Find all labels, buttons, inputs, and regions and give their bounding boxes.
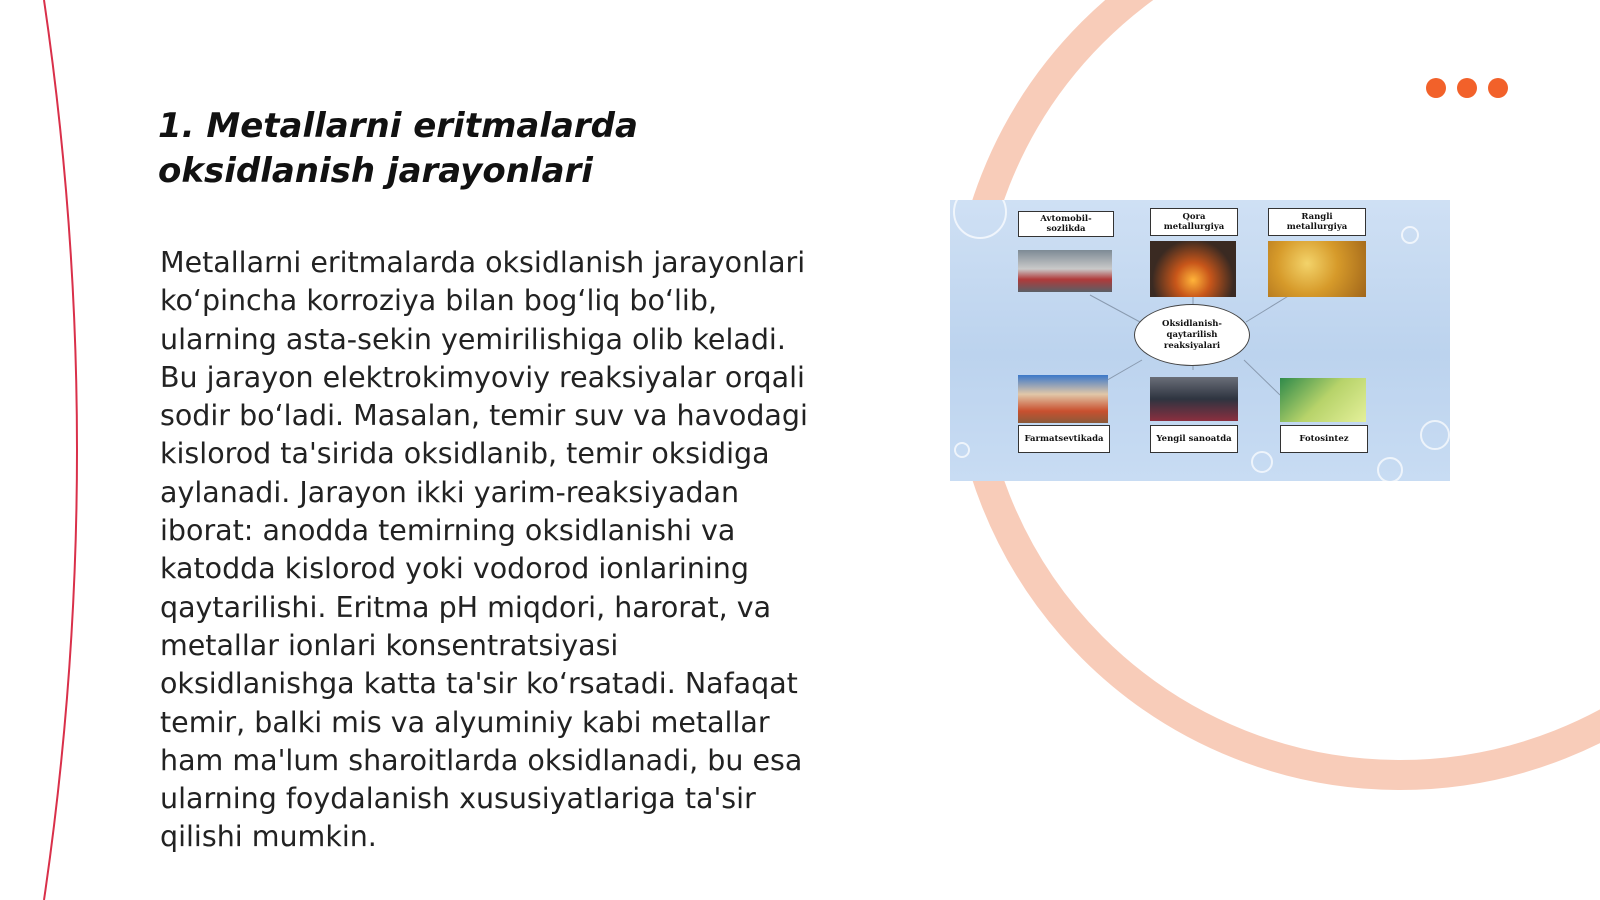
label-auto: Avtomobil-sozlikda <box>1018 211 1114 237</box>
redox-applications-figure <box>950 200 1450 481</box>
dot <box>1488 78 1508 98</box>
photo-textile <box>1150 377 1238 421</box>
photo-gold-nuggets <box>1268 241 1366 297</box>
left-curve-line <box>44 0 77 900</box>
dot <box>1457 78 1477 98</box>
label-pharma: Farmatsevtikada <box>1018 425 1110 453</box>
label-photosynthesis: Fotosintez <box>1280 425 1368 453</box>
photo-pills <box>1018 375 1108 423</box>
center-oval: Oksidlanish-qaytarilish reaksiyalari <box>1134 304 1250 366</box>
photo-steel-furnace <box>1150 241 1236 297</box>
dot <box>1426 78 1446 98</box>
label-light-industry: Yengil sanoatda <box>1150 425 1238 453</box>
label-color-metal: Rangli metallurgiya <box>1268 208 1366 236</box>
photo-leaves <box>1280 378 1366 422</box>
slide-paragraph: Metallarni eritmalarda oksidlanish jarayonlari ko‘pincha korroziya bilan bog‘liq bo‘lib, ularning asta-sekin yemirilishiga olib keladi. Bu jarayon elektrokimyoviy reaksiyalar orqali sodir bo‘ladi. Masalan, temir suv va havodagi kislorod ta'sirida oksidlanib, temir oksidiga aylanadi. Jarayon ikki yarim-reaksiyadan iborat: anodda temirning oksidlanishi va katodda kislorod yoki vodorod ionlarining qaytarilishi. Eritma pH miqdori, harorat, va metallar ionlari konsentratsiyasi oksidlanishga katta ta'sir ko‘rsatadi. Nafaqat temir, balki mis va alyuminiy kabi metallar ham ma'lum sharoitlarda oksidlanadi, bu esa ularning foydalanish xususiyatlariga ta'sir qilishi mumkin. <box>160 246 808 854</box>
slide-title: 1. Metallarni eritmalarda oksidlanish jarayonlari <box>158 106 638 191</box>
more-dots-icon <box>1426 78 1508 98</box>
photo-cars <box>1018 250 1112 292</box>
label-black-metal: Qora metallurgiya <box>1150 208 1238 236</box>
